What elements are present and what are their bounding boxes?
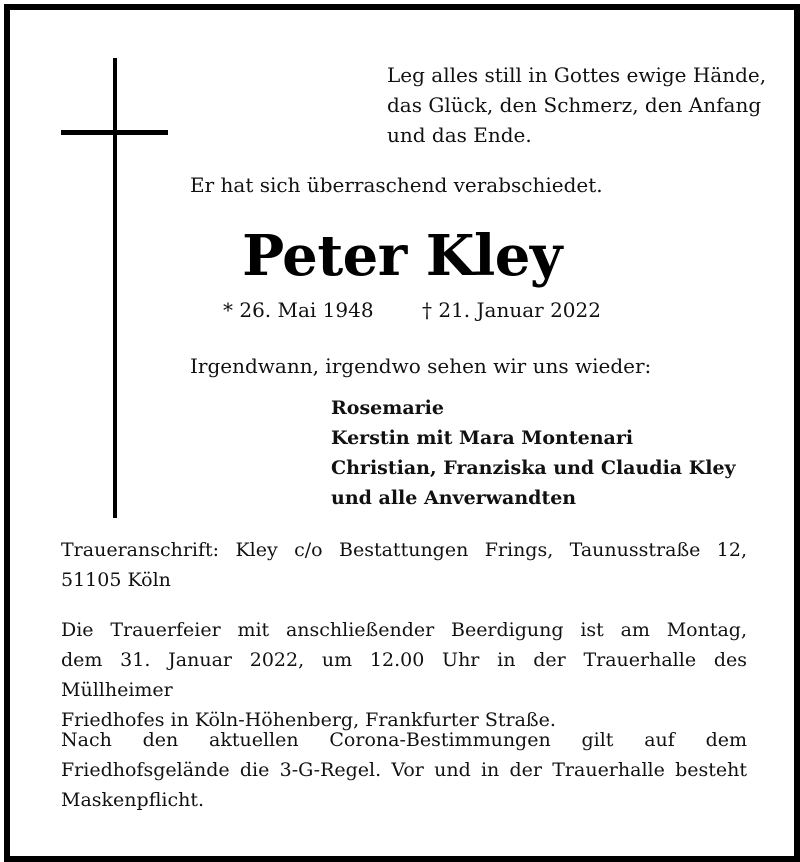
ceremony-line: Friedhofes in Köln-Höhenberg, Frankfurter Straße. bbox=[61, 709, 556, 731]
cross-icon-horizontal bbox=[61, 130, 168, 135]
intro-text: Er hat sich überraschend verabschiedet. bbox=[190, 173, 603, 197]
death-date: † 21. Januar 2022 bbox=[422, 298, 601, 322]
corona-line: Maskenpflicht. bbox=[61, 789, 204, 811]
poem-verse bbox=[387, 60, 766, 150]
mourner-line: Kerstin mit Mara Montenari bbox=[331, 427, 634, 449]
mourner-line: Rosemarie bbox=[331, 397, 444, 419]
corona-line: Nach den aktuellen Corona-Bestimmungen gilt auf dem bbox=[61, 729, 747, 751]
address-line: 51105 Köln bbox=[61, 569, 171, 591]
mourner-line: Christian, Franziska und Claudia Kley bbox=[331, 457, 736, 479]
deceased-name: Peter Kley bbox=[242, 223, 562, 289]
obituary-frame bbox=[4, 4, 800, 862]
corona-line: Friedhofsgelände die 3-G-Regel. Vor und in der Trauerhalle besteht bbox=[61, 759, 747, 781]
poem-line: Leg alles still in Gottes ewige Hände, bbox=[387, 63, 767, 87]
address-line: Traueranschrift: Kley c/o Bestattungen Frings, Taunusstraße 12, bbox=[61, 539, 747, 561]
farewell-text: Irgendwann, irgendwo sehen wir uns wieder: bbox=[190, 354, 652, 378]
address-paragraph bbox=[61, 535, 747, 595]
ceremony-paragraph bbox=[61, 615, 747, 735]
ceremony-line: Die Trauerfeier mit anschließender Beerdigung ist am Montag, bbox=[61, 619, 747, 641]
poem-line: und das Ende. bbox=[387, 123, 532, 147]
poem-line: das Glück, den Schmerz, den Anfang bbox=[387, 93, 762, 117]
mourners-list bbox=[331, 393, 736, 513]
birth-date: * 26. Mai 1948 bbox=[223, 298, 374, 322]
corona-paragraph bbox=[61, 725, 747, 815]
mourner-line: und alle Anverwandten bbox=[331, 487, 577, 509]
ceremony-line: dem 31. Januar 2022, um 12.00 Uhr in der Trauerhalle des Müllheimer bbox=[61, 649, 747, 701]
